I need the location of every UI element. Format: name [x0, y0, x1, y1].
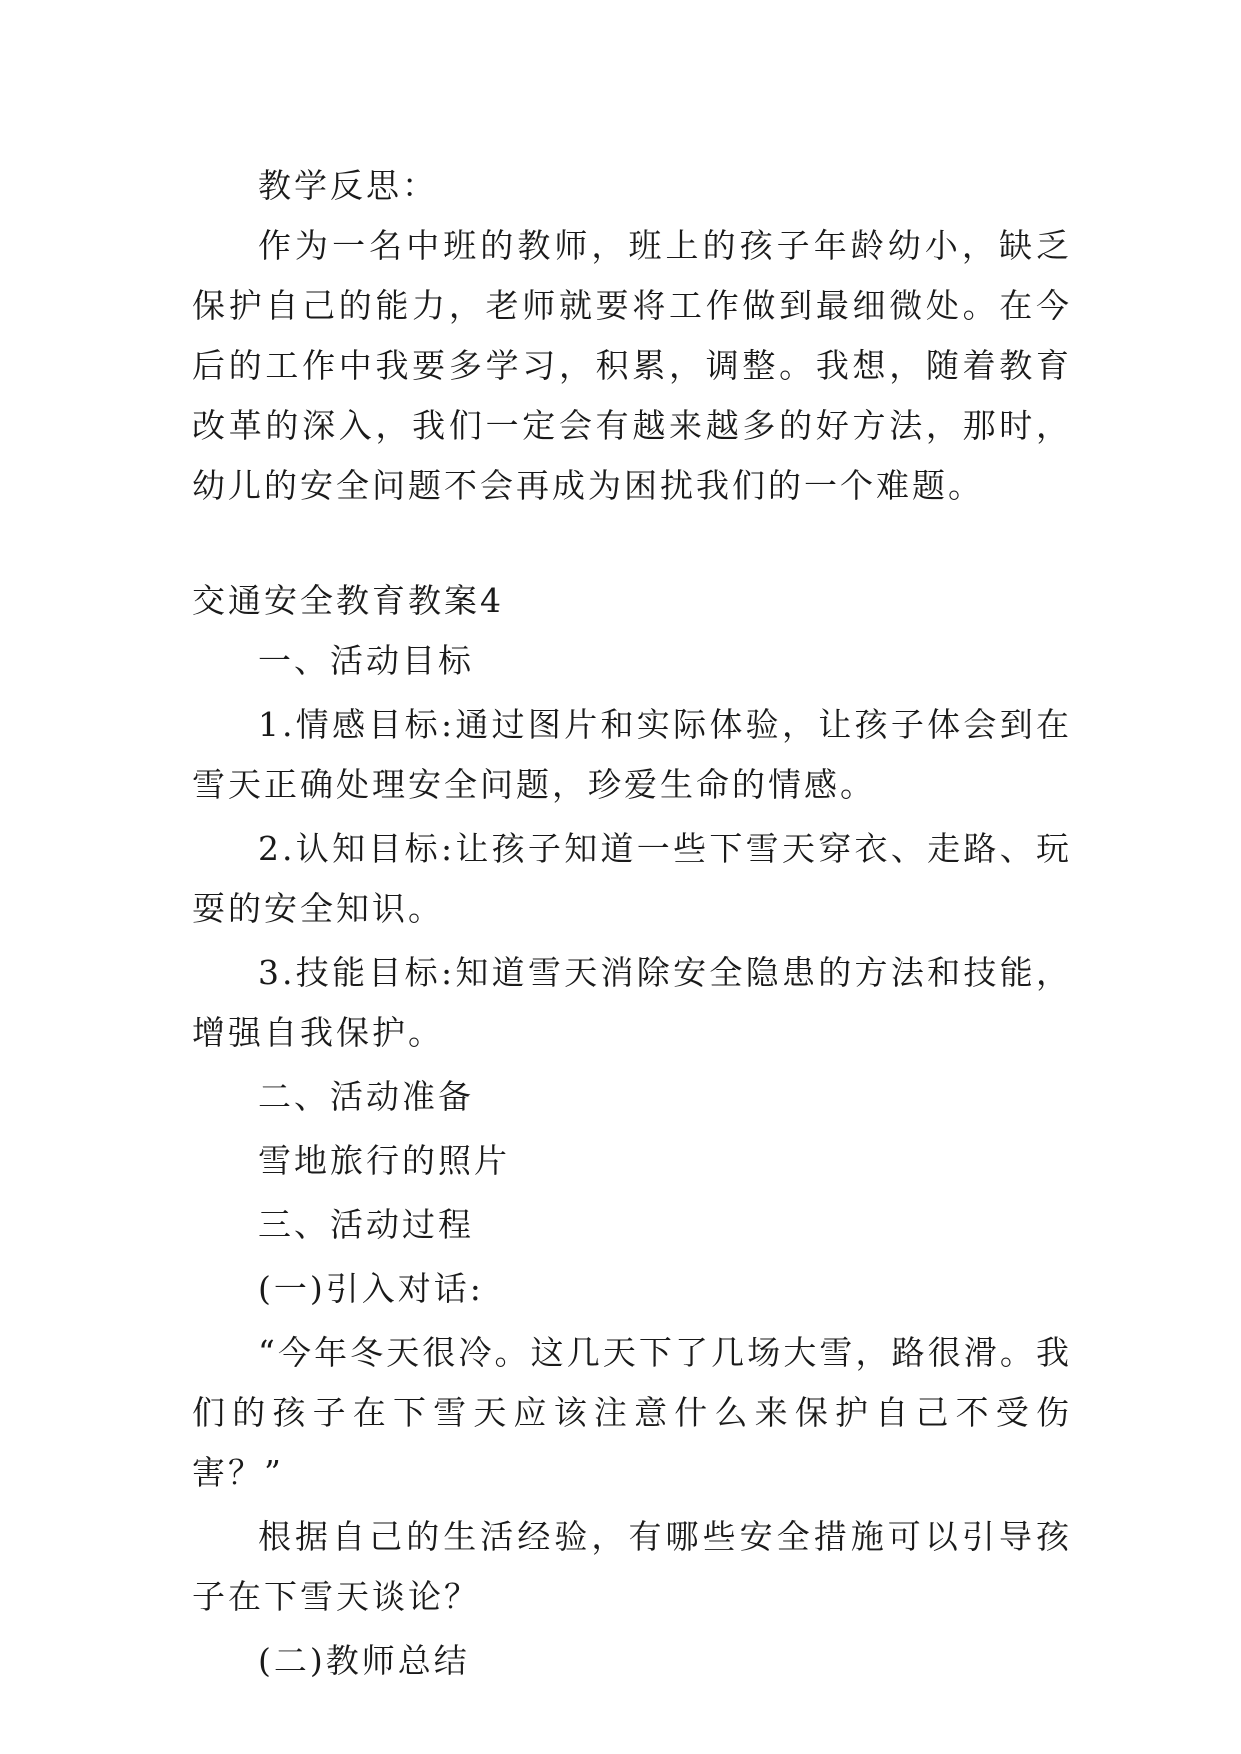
prep-item: 雪地旅行的照片 — [258, 1141, 510, 1180]
step1-heading: (一)引入对话: — [258, 1269, 484, 1308]
step1-quote: “今年冬天很冷。这几天下了几场大雪，路很滑。我们的孩子在下雪天应该注意什么来保护自己不受伤害？” — [192, 1333, 1072, 1492]
goal-3: 3.技能目标:知道雪天消除安全隐患的方法和技能，增强自我保护。 — [192, 953, 1072, 1052]
step1-note: 根据自己的生活经验，有哪些安全措施可以引导孩子在下雪天谈论？ — [192, 1517, 1072, 1616]
reflection-paragraph: 作为一名中班的教师，班上的孩子年龄幼小，缺乏保护自己的能力，老师就要将工作做到最细微处。在今后的工作中我要多学习，积累，调整。我想，随着教育改革的深入，我们一定会有越来越多的好方法，那时，幼儿的安全问题不会再成为困扰我们的一个难题。 — [192, 226, 1072, 505]
goal-1: 1.情感目标:通过图片和实际体验，让孩子体会到在雪天正确处理安全问题，珍爱生命的情感。 — [192, 705, 1072, 804]
step2-heading: (二)教师总结 — [258, 1641, 470, 1680]
goals-heading: 一、活动目标 — [258, 641, 474, 680]
goal-2: 2.认知目标:让孩子知道一些下雪天穿衣、走路、玩耍的安全知识。 — [192, 829, 1072, 928]
reflection-heading: 教学反思： — [258, 166, 438, 205]
prep-heading: 二、活动准备 — [258, 1077, 474, 1116]
process-heading: 三、活动过程 — [258, 1205, 474, 1244]
section-title: 交通安全教育教案4 — [192, 581, 504, 620]
document-body — [192, 156, 1072, 1691]
